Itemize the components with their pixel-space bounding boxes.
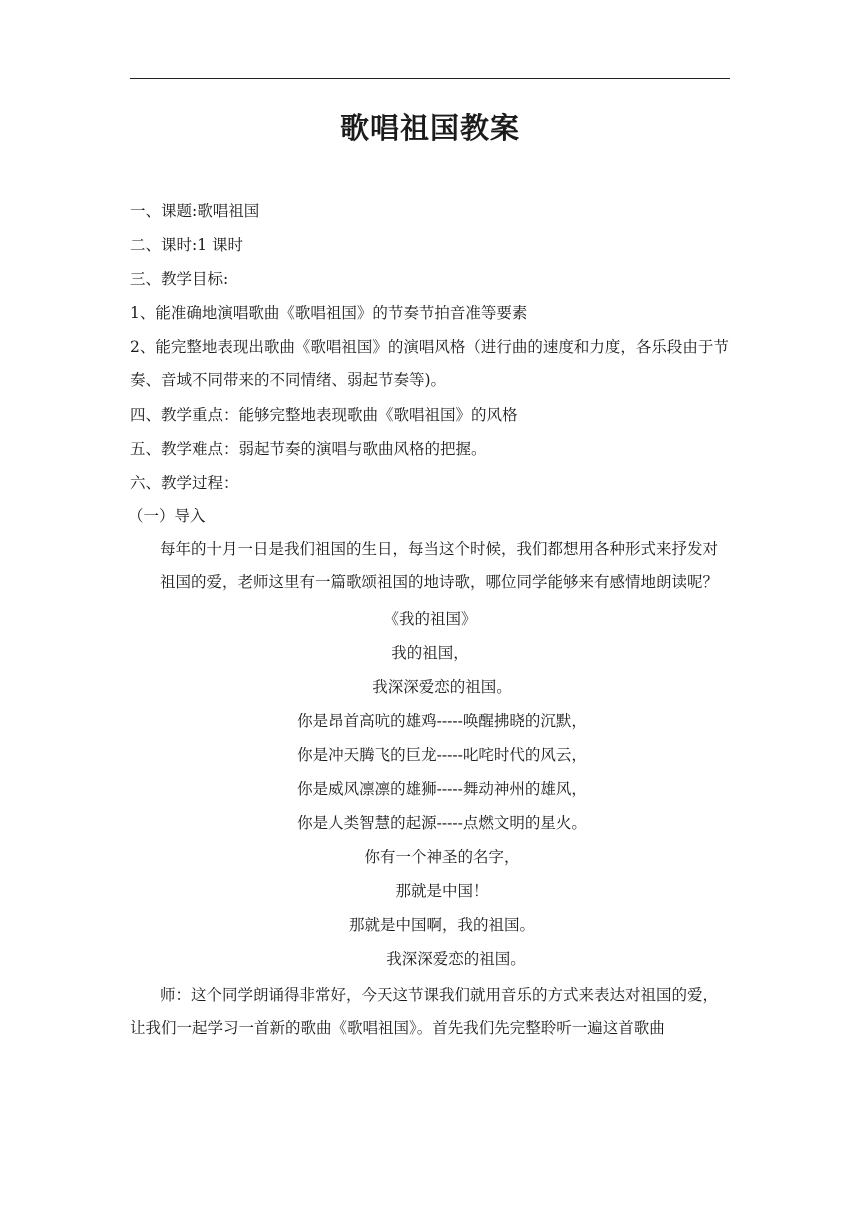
poem-line: 我的祖国， xyxy=(391,644,469,662)
poem-line: 你是威风凛凛的雄狮-----舞动神州的雄风， xyxy=(297,780,587,798)
poem-line: 那就是中国！ xyxy=(395,882,489,900)
poem-line: 我深深爱恋的祖国。 xyxy=(372,678,512,696)
poem-title: 《我的祖国》 xyxy=(383,610,477,628)
duration-line: 二、课时:1 课时 xyxy=(130,236,244,254)
poem-line: 你有一个神圣的名字， xyxy=(364,848,520,866)
process-heading: 六、教学过程： xyxy=(130,474,239,492)
key-points-line: 四、教学重点：能够完整地表现歌曲《歌唱祖国》的风格 xyxy=(130,406,518,424)
poem-line: 你是人类智慧的起源-----点燃文明的星火。 xyxy=(297,814,587,832)
document-body xyxy=(130,194,732,1045)
poem xyxy=(130,602,730,976)
poem-line: 你是昂首高吭的雄鸡-----唤醒拂晓的沉默， xyxy=(297,712,587,730)
poem-line: 我深深爱恋的祖国。 xyxy=(386,950,526,968)
goal-item-1: 1、能准确地演唱歌曲《歌唱祖国》的节奏节拍音准等要素 xyxy=(130,304,528,322)
poem-line: 你是冲天腾飞的巨龙-----叱咤时代的风云， xyxy=(297,746,587,764)
document-title: 歌唱祖国教案 xyxy=(339,111,520,145)
intro-heading: （一）导入 xyxy=(128,507,206,525)
goal-item-2: 2、能完整地表现出歌曲《歌唱祖国》的演唱风格（进行曲的速度和力度，各乐段由于节奏、音域不同带来的不同情绪、弱起节奏等)。 xyxy=(130,338,729,389)
topic-line: 一、课题:歌唱祖国 xyxy=(130,202,260,220)
difficulties-line: 五、教学难点：弱起节奏的演唱与歌曲风格的把握。 xyxy=(130,440,487,458)
goals-heading: 三、教学目标: xyxy=(130,270,229,288)
header-rule xyxy=(130,78,730,79)
poem-line: 那就是中国啊，我的祖国。 xyxy=(348,916,535,934)
intro-paragraph: 每年的十月一日是我们祖国的生日，每当这个时候，我们都想用各种形式来抒发对祖国的爱，老师这里有一篇歌颂祖国的地诗歌，哪位同学能够来有感情地朗读呢？ xyxy=(160,540,719,591)
teacher-paragraph: 师：这个同学朗诵得非常好，今天这节课我们就用音乐的方式来表达对祖国的爱，让我们一起学习一首新的歌曲《歌唱祖国》。首先我们先完整聆听一遍这首歌曲 xyxy=(130,986,719,1037)
